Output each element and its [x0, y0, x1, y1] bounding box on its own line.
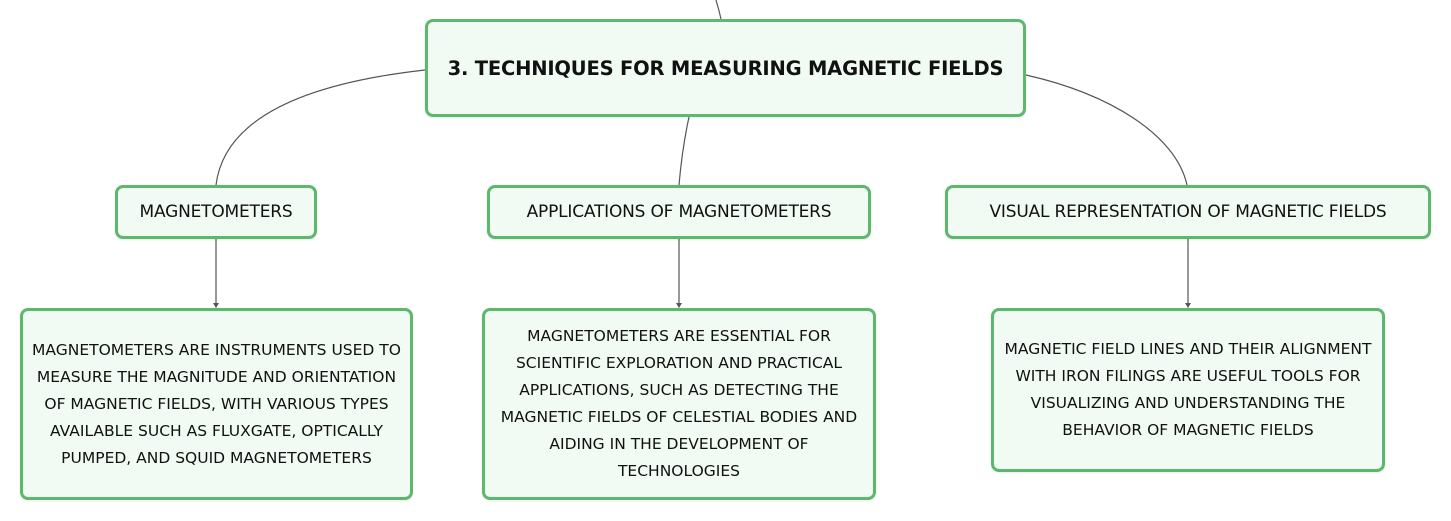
branch-node-label: APPLICATIONS OF MAGNETOMETERS: [526, 202, 832, 222]
branch-node-magnetometers[interactable]: [115, 185, 317, 239]
branch-node-visual-representation[interactable]: [945, 185, 1431, 239]
branch-node-applications-of-magnetometers[interactable]: [487, 185, 871, 239]
detail-node-applications-of-magnetometers[interactable]: [482, 308, 876, 500]
branch-node-label: VISUAL REPRESENTATION OF MAGNETIC FIELDS: [989, 202, 1387, 222]
connector-incoming-root: [716, 0, 721, 19]
connector-root-to-visual: [1026, 75, 1187, 185]
detail-node-text: MAGNETOMETERS ARE ESSENTIAL FOR SCIENTIFIC EXPLORATION AND PRACTICAL APPLICATIONS, SUCH AS DETECTING THE MAGNETIC FIELDS OF CELESTIAL BODIES AND AIDING IN THE DEVELOPMENT OF TECHNOLOGIES: [500, 327, 858, 480]
detail-node-visual-representation[interactable]: [991, 308, 1385, 472]
detail-node-text: MAGNETOMETERS ARE INSTRUMENTS USED TO MEASURE THE MAGNITUDE AND ORIENTATION OF MAGNETIC FIELDS, WITH VARIOUS TYPES AVAILABLE SUCH AS FLUXGATE, OPTICALLY PUMPED, AND SQUID MAGNETOMETERS: [32, 340, 401, 467]
detail-node-text: MAGNETIC FIELD LINES AND THEIR ALIGNMENT WITH IRON FILINGS ARE USEFUL TOOLS FOR VISUALIZING AND UNDERSTANDING THE BEHAVIOR OF MAGNETIC FIELDS: [1004, 340, 1372, 439]
connector-root-to-magnetometers: [216, 70, 425, 185]
connector-root-to-applications: [679, 117, 689, 185]
root-node[interactable]: [425, 19, 1026, 117]
detail-node-magnetometers[interactable]: [20, 308, 413, 500]
branch-node-label: MAGNETOMETERS: [139, 202, 293, 222]
root-node-label: 3. TECHNIQUES FOR MEASURING MAGNETIC FIELDS: [447, 56, 1004, 80]
